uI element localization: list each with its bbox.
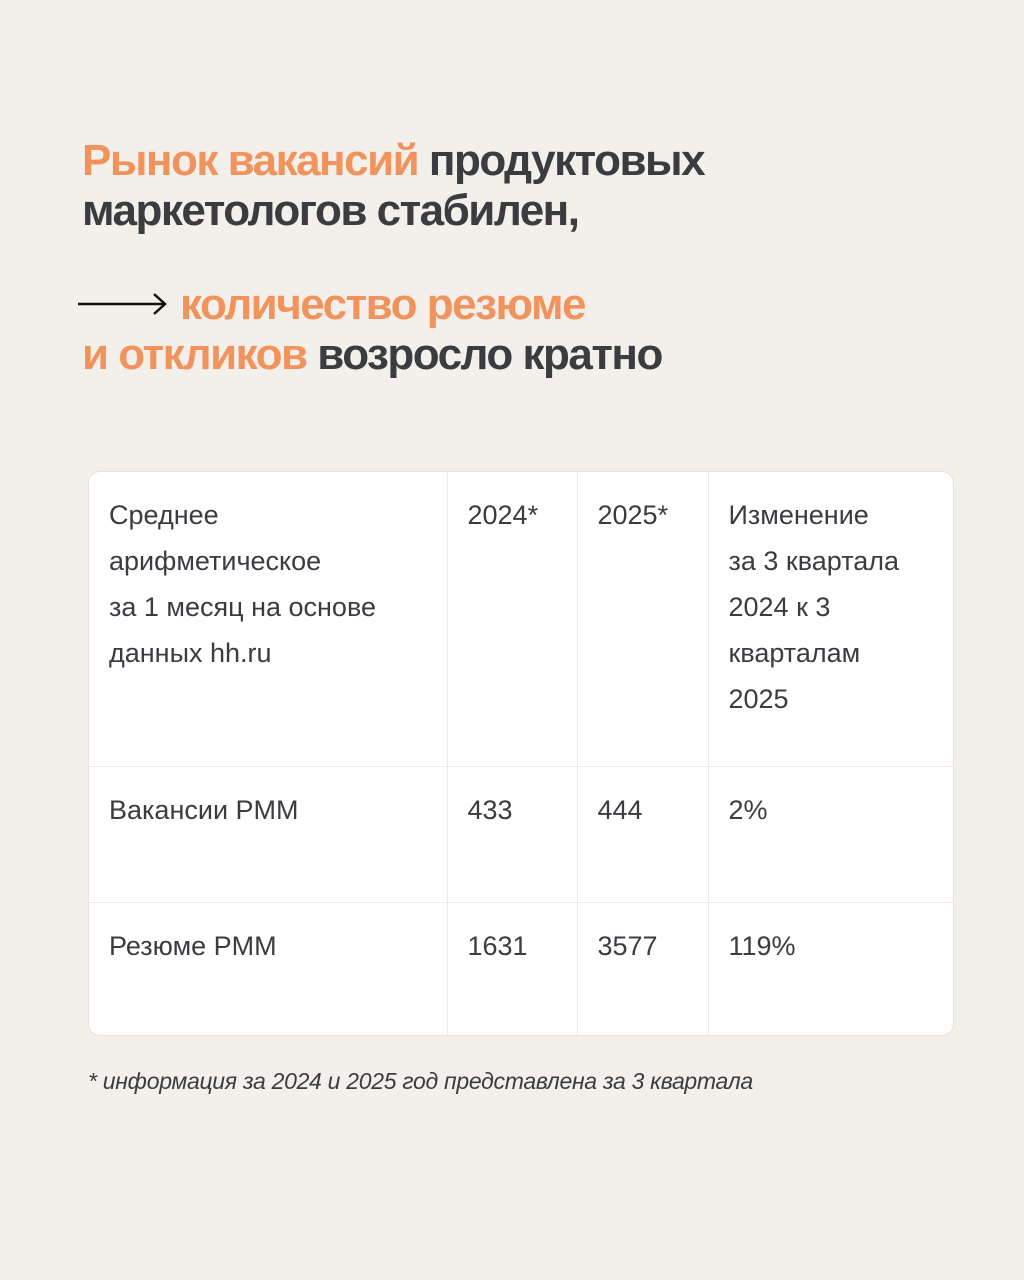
headline-text-1: продуктовых	[418, 136, 705, 185]
header-cell-label: Среднее арифметическое за 1 месяц на основе данных hh.ru	[89, 472, 447, 766]
header-cell-2024: 2024*	[447, 472, 577, 766]
headline-accent-3: количество резюме	[180, 280, 585, 329]
row-label: Резюме PMM	[89, 902, 447, 1035]
table-header-row	[89, 472, 953, 766]
header-cell-2025: 2025*	[577, 472, 708, 766]
headline-accent-1: Рынок вакансий	[82, 136, 419, 185]
headline-line-1	[82, 136, 962, 186]
table-row	[89, 902, 953, 1035]
headline-line-3	[82, 280, 962, 330]
row-value-2025: 3577	[577, 902, 708, 1035]
data-table	[89, 472, 953, 1035]
table-row	[89, 766, 953, 902]
header-cell-change: Изменение за 3 квартала 2024 к 3 кварталам 2025	[708, 472, 953, 766]
data-table-card	[88, 471, 954, 1036]
right-arrow-icon	[78, 292, 170, 316]
headline-accent-4: и откликов	[82, 330, 307, 379]
row-change: 119%	[708, 902, 953, 1035]
headline-line-2: маркетологов стабилен,	[82, 186, 579, 235]
row-change: 2%	[708, 766, 953, 902]
headline-text-4: возросло кратно	[306, 330, 662, 379]
headline	[82, 136, 962, 380]
row-value-2025: 444	[577, 766, 708, 902]
footnote: * информация за 2024 и 2025 год представлена за 3 квартала	[88, 1068, 753, 1094]
headline-line-4	[82, 330, 962, 380]
row-value-2024: 433	[447, 766, 577, 902]
row-value-2024: 1631	[447, 902, 577, 1035]
row-label: Вакансии PMM	[89, 766, 447, 902]
